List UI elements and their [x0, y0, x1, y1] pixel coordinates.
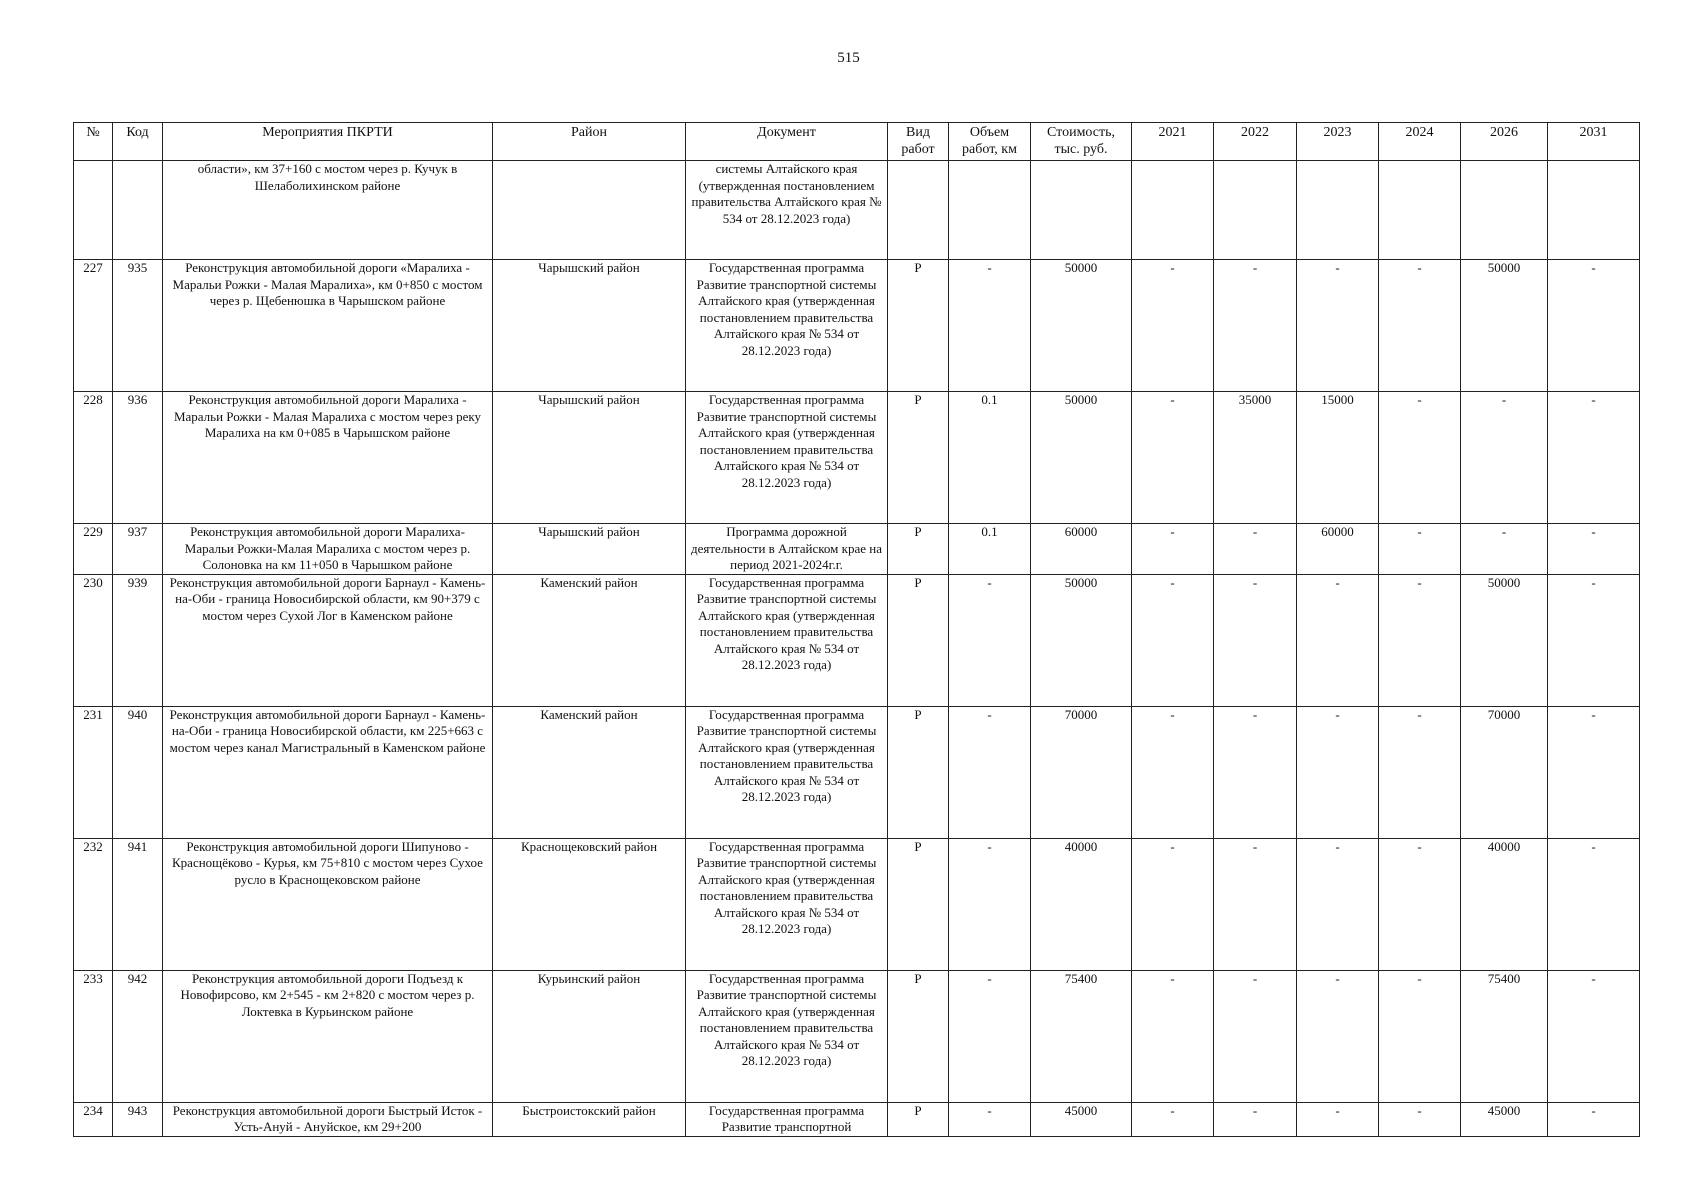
cell-2024: -	[1379, 260, 1461, 392]
cell-2031: -	[1548, 524, 1640, 575]
header-2024: 2024	[1379, 123, 1461, 161]
table-row	[74, 392, 1640, 524]
table-row	[74, 970, 1640, 1102]
cell-code: 936	[113, 392, 163, 524]
cell-document: Государственная программа Развитие транспортной системы Алтайского края (утвержденная постановлением правительства Алтайского края № 534 от 28.12.2023 года)	[686, 970, 888, 1102]
cell-volume: 0.1	[949, 392, 1031, 524]
cell-code: 939	[113, 574, 163, 706]
cell-no: 228	[74, 392, 113, 524]
cell-2022: -	[1214, 574, 1297, 706]
cell-volume: -	[949, 574, 1031, 706]
cell-2022: -	[1214, 706, 1297, 838]
cell-2031: -	[1548, 1102, 1640, 1136]
cell-2022	[1214, 161, 1297, 260]
cell-2031: -	[1548, 706, 1640, 838]
cell-district: Быстроистокский район	[493, 1102, 686, 1136]
cell-no: 234	[74, 1102, 113, 1136]
cell-2023: -	[1297, 1102, 1379, 1136]
table-row	[74, 161, 1640, 260]
cell-measure: Реконструкция автомобильной дороги Быстрый Исток - Усть-Ануй - Ануйское, км 29+200	[163, 1102, 493, 1136]
table-row	[74, 524, 1640, 575]
cell-2031	[1548, 161, 1640, 260]
cell-measure: Реконструкция автомобильной дороги Маралиха - Маральи Рожки - Малая Маралиха с мостом через реку Маралиха на км 0+085 в Чарышском районе	[163, 392, 493, 524]
cell-document: Государственная программа Развитие транспортной системы Алтайского края (утвержденная постановлением правительства Алтайского края № 534 от 28.12.2023 года)	[686, 838, 888, 970]
cell-measure: Реконструкция автомобильной дороги Шипуново - Краснощёково - Курья, км 75+810 с мостом через Сухое русло в Краснощековском районе	[163, 838, 493, 970]
cell-cost: 50000	[1031, 574, 1132, 706]
cell-work-type: Р	[888, 1102, 949, 1136]
cell-2024	[1379, 161, 1461, 260]
cell-work-type: Р	[888, 260, 949, 392]
header-code: Код	[113, 123, 163, 161]
cell-2031: -	[1548, 574, 1640, 706]
cell-2021: -	[1132, 1102, 1214, 1136]
cell-work-type: Р	[888, 838, 949, 970]
cell-volume	[949, 161, 1031, 260]
cell-2024: -	[1379, 524, 1461, 575]
cell-2026: 50000	[1461, 260, 1548, 392]
cell-2031: -	[1548, 970, 1640, 1102]
road-projects-table	[73, 122, 1640, 1137]
cell-measure: Реконструкция автомобильной дороги «Маралиха - Маральи Рожки - Малая Маралиха», км 0+850 с мостом через р. Щебенюшка в Чарышском районе	[163, 260, 493, 392]
header-2026: 2026	[1461, 123, 1548, 161]
cell-2021	[1132, 161, 1214, 260]
cell-2026: 50000	[1461, 574, 1548, 706]
table-row	[74, 260, 1640, 392]
cell-work-type: Р	[888, 574, 949, 706]
cell-2022: -	[1214, 1102, 1297, 1136]
cell-code: 941	[113, 838, 163, 970]
cell-2021: -	[1132, 574, 1214, 706]
cell-code: 940	[113, 706, 163, 838]
cell-measure: Реконструкция автомобильной дороги Подъезд к Новофирсово, км 2+545 - км 2+820 с мостом через р. Локтевка в Курьинском районе	[163, 970, 493, 1102]
cell-2022: -	[1214, 970, 1297, 1102]
cell-2024: -	[1379, 838, 1461, 970]
cell-2022: -	[1214, 524, 1297, 575]
cell-2021: -	[1132, 706, 1214, 838]
cell-cost: 75400	[1031, 970, 1132, 1102]
cell-2023: -	[1297, 838, 1379, 970]
cell-2023: 60000	[1297, 524, 1379, 575]
cell-document: Государственная программа Развитие транспортной системы Алтайского края (утвержденная постановлением правительства Алтайского края № 534 от 28.12.2023 года)	[686, 574, 888, 706]
cell-no: 229	[74, 524, 113, 575]
cell-2022: 35000	[1214, 392, 1297, 524]
table-row	[74, 574, 1640, 706]
cell-measure: Реконструкция автомобильной дороги Барнаул - Камень-на-Оби - граница Новосибирской области, км 225+663 с мостом через канал Магистральный в Каменском районе	[163, 706, 493, 838]
cell-work-type: Р	[888, 970, 949, 1102]
cell-no	[74, 161, 113, 260]
cell-document: Государственная программа Развитие транспортной системы Алтайского края (утвержденная постановлением правительства Алтайского края № 534 от 28.12.2023 года)	[686, 706, 888, 838]
cell-2022: -	[1214, 260, 1297, 392]
cell-2031: -	[1548, 392, 1640, 524]
cell-2023: -	[1297, 970, 1379, 1102]
cell-2026: 75400	[1461, 970, 1548, 1102]
cell-2031: -	[1548, 260, 1640, 392]
cell-2022: -	[1214, 838, 1297, 970]
cell-work-type	[888, 161, 949, 260]
cell-2026	[1461, 161, 1548, 260]
cell-2021: -	[1132, 838, 1214, 970]
cell-volume: -	[949, 260, 1031, 392]
cell-district: Чарышский район	[493, 524, 686, 575]
table-row	[74, 1102, 1640, 1136]
header-2023: 2023	[1297, 123, 1379, 161]
cell-measure: Реконструкция автомобильной дороги Барнаул - Камень-на-Оби - граница Новосибирской области, км 90+379 с мостом через Сухой Лог в Каменском районе	[163, 574, 493, 706]
cell-2023: -	[1297, 706, 1379, 838]
cell-no: 231	[74, 706, 113, 838]
cell-code: 935	[113, 260, 163, 392]
cell-2024: -	[1379, 1102, 1461, 1136]
cell-no: 232	[74, 838, 113, 970]
cell-code: 942	[113, 970, 163, 1102]
cell-district: Чарышский район	[493, 260, 686, 392]
cell-document: Государственная программа Развитие транспортной	[686, 1102, 888, 1136]
cell-code: 943	[113, 1102, 163, 1136]
cell-code	[113, 161, 163, 260]
cell-volume: 0.1	[949, 524, 1031, 575]
cell-measure: Реконструкция автомобильной дороги Маралиха-Маральи Рожки-Малая Маралиха с мостом через р. Солоновка на км 11+050 в Чарышком районе	[163, 524, 493, 575]
cell-district: Краснощековский район	[493, 838, 686, 970]
cell-2023: -	[1297, 574, 1379, 706]
cell-cost: 50000	[1031, 392, 1132, 524]
header-volume: Объем работ, км	[949, 123, 1031, 161]
cell-no: 230	[74, 574, 113, 706]
header-measure: Мероприятия ПКРТИ	[163, 123, 493, 161]
table-row	[74, 838, 1640, 970]
cell-2024: -	[1379, 574, 1461, 706]
cell-volume: -	[949, 1102, 1031, 1136]
cell-document: системы Алтайского края (утвержденная постановлением правительства Алтайского края № 534 от 28.12.2023 года)	[686, 161, 888, 260]
header-no: №	[74, 123, 113, 161]
cell-work-type: Р	[888, 392, 949, 524]
cell-2026: -	[1461, 392, 1548, 524]
cell-2024: -	[1379, 392, 1461, 524]
cell-2021: -	[1132, 260, 1214, 392]
cell-volume: -	[949, 970, 1031, 1102]
table-header-row	[74, 123, 1640, 161]
cell-cost: 40000	[1031, 838, 1132, 970]
cell-cost: 50000	[1031, 260, 1132, 392]
cell-district: Каменский район	[493, 706, 686, 838]
cell-no: 233	[74, 970, 113, 1102]
cell-2023: -	[1297, 260, 1379, 392]
cell-cost: 45000	[1031, 1102, 1132, 1136]
header-work-type: Вид работ	[888, 123, 949, 161]
cell-2023	[1297, 161, 1379, 260]
cell-measure: области», км 37+160 с мостом через р. Кучук в Шелаболихинском районе	[163, 161, 493, 260]
page-number: 515	[837, 50, 860, 66]
header-2022: 2022	[1214, 123, 1297, 161]
cell-2024: -	[1379, 706, 1461, 838]
cell-work-type: Р	[888, 706, 949, 838]
cell-document: Программа дорожной деятельности в Алтайском крае на период 2021-2024г.г.	[686, 524, 888, 575]
cell-district: Курьинский район	[493, 970, 686, 1102]
header-cost: Стоимость, тыс. руб.	[1031, 123, 1132, 161]
cell-volume: -	[949, 706, 1031, 838]
header-document: Документ	[686, 123, 888, 161]
cell-district: Каменский район	[493, 574, 686, 706]
cell-work-type: Р	[888, 524, 949, 575]
cell-2026: 70000	[1461, 706, 1548, 838]
header-district: Район	[493, 123, 686, 161]
table-row	[74, 706, 1640, 838]
cell-2023: 15000	[1297, 392, 1379, 524]
cell-cost: 70000	[1031, 706, 1132, 838]
cell-2021: -	[1132, 524, 1214, 575]
cell-2024: -	[1379, 970, 1461, 1102]
cell-2021: -	[1132, 970, 1214, 1102]
cell-2031: -	[1548, 838, 1640, 970]
header-2021: 2021	[1132, 123, 1214, 161]
cell-no: 227	[74, 260, 113, 392]
cell-document: Государственная программа Развитие транспортной системы Алтайского края (утвержденная постановлением правительства Алтайского края № 534 от 28.12.2023 года)	[686, 392, 888, 524]
cell-2026: 45000	[1461, 1102, 1548, 1136]
cell-2026: -	[1461, 524, 1548, 575]
cell-cost: 60000	[1031, 524, 1132, 575]
cell-2021: -	[1132, 392, 1214, 524]
header-2031: 2031	[1548, 123, 1640, 161]
cell-document: Государственная программа Развитие транспортной системы Алтайского края (утвержденная постановлением правительства Алтайского края № 534 от 28.12.2023 года)	[686, 260, 888, 392]
cell-code: 937	[113, 524, 163, 575]
cell-district	[493, 161, 686, 260]
cell-2026: 40000	[1461, 838, 1548, 970]
cell-district: Чарышский район	[493, 392, 686, 524]
cell-cost	[1031, 161, 1132, 260]
cell-volume: -	[949, 838, 1031, 970]
